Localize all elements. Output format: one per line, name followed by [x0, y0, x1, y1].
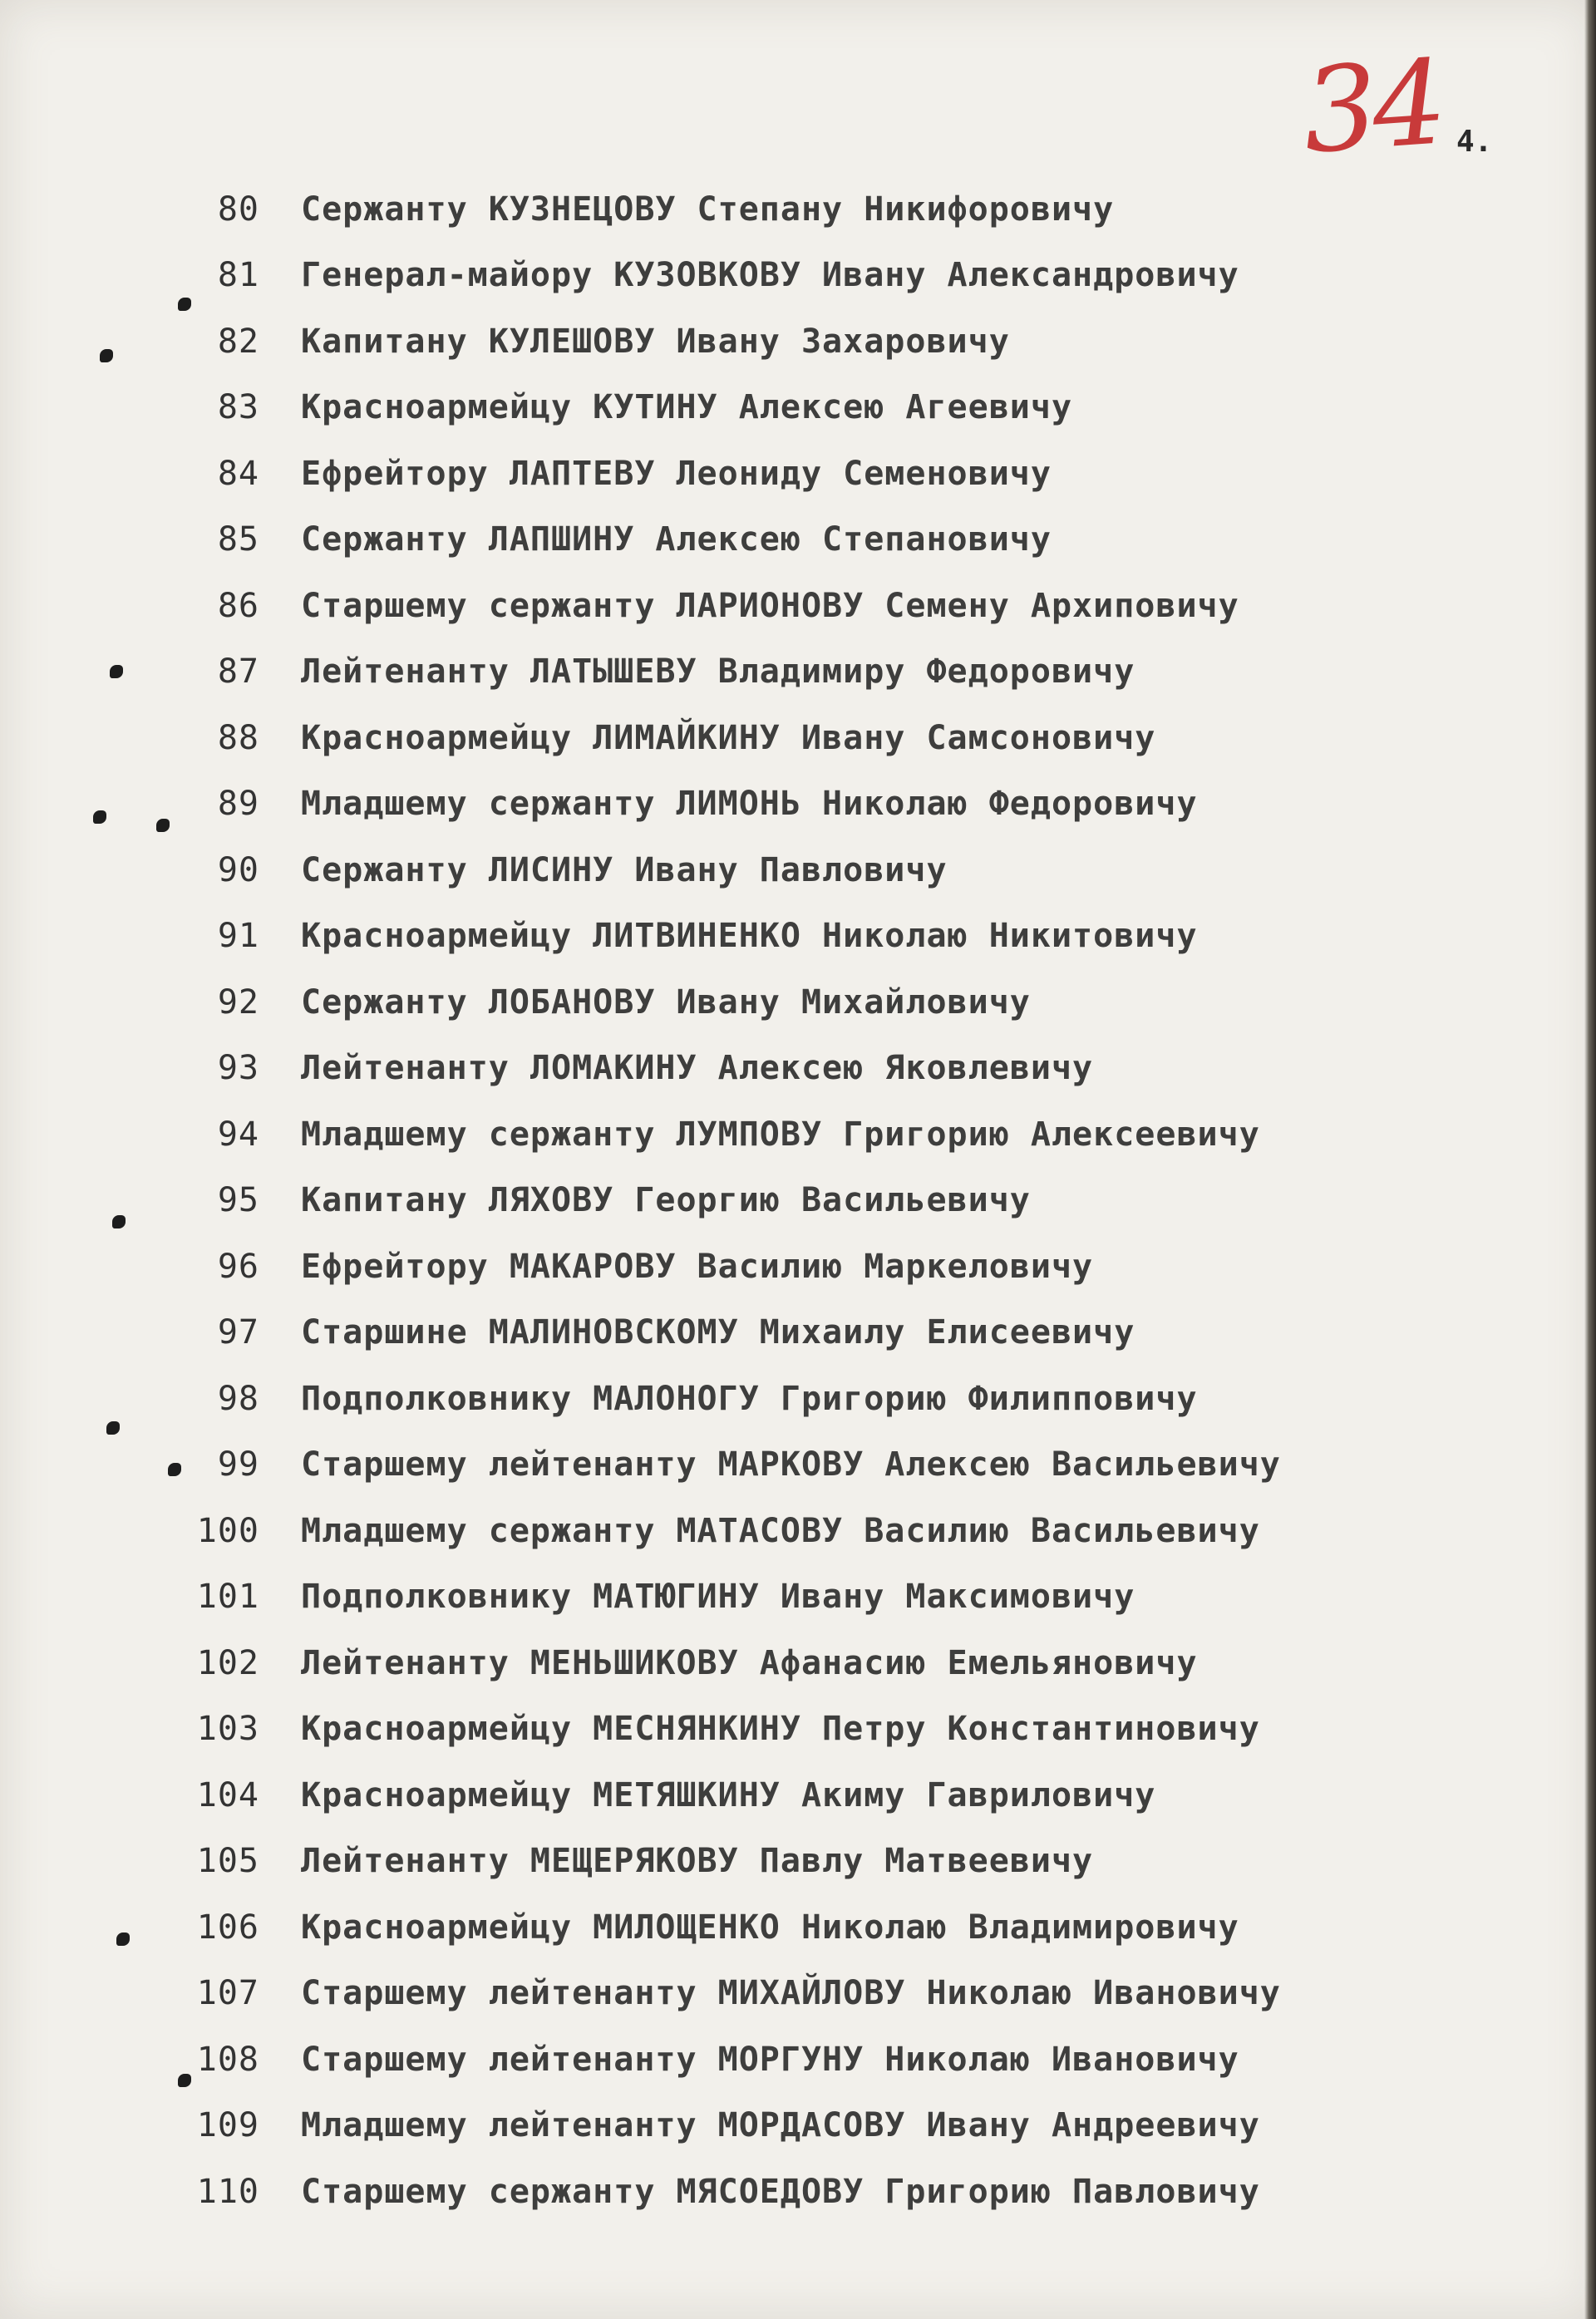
entry-number: 108 [196, 2040, 259, 2079]
entry-text: Красноармейцу МЕСНЯНКИНУ Петру Константиновичу [301, 1710, 1260, 1749]
list-item [175, 639, 1338, 706]
handwritten-sheet-number: 34 [1298, 35, 1446, 180]
entry-number: 106 [196, 1908, 259, 1947]
entry-number: 99 [217, 1445, 259, 1484]
entry-text: Сержанту КУЗНЕЦОВУ Степану Никифоровичу [301, 190, 1115, 229]
punch-hole [116, 1932, 130, 1946]
entry-text: Лейтенанту ЛОМАКИНУ Алексею Яковлевичу [301, 1049, 1094, 1088]
entry-number: 82 [217, 322, 259, 361]
list-item [175, 375, 1338, 441]
entry-number: 91 [217, 917, 259, 956]
entry-text: Лейтенанту МЕЩЕРЯКОВУ Павлу Матвеевичу [301, 1842, 1094, 1881]
entry-number: 85 [217, 520, 259, 559]
entry-text: Подполковнику МАЛОНОГУ Григорию Филипповичу [301, 1379, 1198, 1418]
entry-text: Красноармейцу КУТИНУ Алексею Агеевичу [301, 388, 1073, 427]
entry-text: Лейтенанту ЛАТЫШЕВУ Владимиру Федоровичу [301, 652, 1135, 692]
entry-text: Капитану ЛЯХОВУ Георгию Васильевичу [301, 1181, 1031, 1220]
entry-number: 93 [217, 1049, 259, 1088]
entry-number: 101 [196, 1578, 259, 1617]
entry-text: Младшему лейтенанту МОРДАСОВУ Ивану Андреевичу [301, 2106, 1260, 2145]
list-item [175, 1168, 1338, 1234]
list-item [175, 507, 1338, 574]
list-item [175, 1961, 1338, 2027]
entry-number: 110 [196, 2172, 259, 2211]
list-item [175, 705, 1338, 771]
entry-number: 107 [196, 1974, 259, 2013]
entry-text: Младшему сержанту МАТАСОВУ Василию Васильевичу [301, 1511, 1260, 1550]
punch-hole [112, 1215, 126, 1228]
entry-number: 84 [217, 454, 259, 493]
entry-number: 105 [196, 1842, 259, 1881]
list-item [175, 2026, 1338, 2093]
entry-number: 94 [217, 1115, 259, 1154]
entry-number: 109 [196, 2106, 259, 2145]
entry-text: Красноармейцу ЛИТВИНЕНКО Николаю Никитовичу [301, 917, 1198, 956]
award-list [175, 176, 1338, 2225]
entry-number: 92 [217, 982, 259, 1022]
entry-number: 95 [217, 1181, 259, 1220]
list-item [175, 1829, 1338, 1895]
list-item [175, 308, 1338, 375]
entry-text: Старшему лейтенанту МОРГУНУ Николаю Ивановичу [301, 2040, 1239, 2079]
punch-hole [156, 819, 170, 832]
entry-text: Капитану КУЛЕШОВУ Ивану Захаровичу [301, 322, 1010, 361]
entry-number: 88 [217, 718, 259, 757]
entry-number: 86 [217, 586, 259, 625]
list-item [175, 1894, 1338, 1961]
page-edge-shadow [1584, 0, 1596, 2319]
entry-text: Старшему лейтенанту МИХАЙЛОВУ Николаю Ивановичу [301, 1974, 1281, 2013]
entry-text: Старшему сержанту МЯСОЕДОВУ Григорию Павловичу [301, 2172, 1260, 2211]
punch-hole [110, 665, 123, 678]
punch-hole [100, 349, 113, 362]
list-item [175, 441, 1338, 507]
entry-text: Сержанту ЛИСИНУ Ивану Павловичу [301, 850, 948, 889]
entry-number: 89 [217, 785, 259, 824]
entry-text: Генерал-майору КУЗОВКОВУ Ивану Александровичу [301, 256, 1239, 295]
list-item [175, 243, 1338, 309]
entry-text: Сержанту ЛОБАНОВУ Ивану Михайловичу [301, 982, 1031, 1022]
list-item [175, 1101, 1338, 1168]
typed-page-number: 4. [1456, 125, 1493, 159]
list-item [175, 969, 1338, 1036]
list-item [175, 1762, 1338, 1829]
list-item [175, 2159, 1338, 2225]
entry-number: 100 [196, 1511, 259, 1550]
entry-number: 80 [217, 190, 259, 229]
entry-text: Младшему сержанту ЛУМПОВУ Григорию Алексеевичу [301, 1115, 1260, 1154]
entry-text: Красноармейцу МЕТЯШКИНУ Акиму Гавриловичу [301, 1775, 1156, 1814]
entry-number: 83 [217, 388, 259, 427]
list-item [175, 1498, 1338, 1564]
entry-text: Красноармейцу ЛИМАЙКИНУ Ивану Самсоновичу [301, 718, 1156, 757]
entry-number: 90 [217, 850, 259, 889]
list-item [175, 1696, 1338, 1763]
list-item [175, 1630, 1338, 1696]
list-item [175, 1564, 1338, 1631]
entry-text: Младшему сержанту ЛИМОНЬ Николаю Федоровичу [301, 785, 1198, 824]
entry-number: 103 [196, 1710, 259, 1749]
list-item [175, 903, 1338, 970]
entry-number: 104 [196, 1775, 259, 1814]
entry-number: 96 [217, 1247, 259, 1286]
entry-number: 87 [217, 652, 259, 692]
entry-number: 97 [217, 1313, 259, 1352]
entry-text: Старшему лейтенанту МАРКОВУ Алексею Васильевичу [301, 1445, 1281, 1484]
entry-text: Ефрейтору МАКАРОВУ Василию Маркеловичу [301, 1247, 1094, 1286]
entry-text: Ефрейтору ЛАПТЕВУ Леониду Семеновичу [301, 454, 1052, 493]
entry-text: Сержанту ЛАПШИНУ Алексею Степановичу [301, 520, 1052, 559]
list-item [175, 837, 1338, 903]
entry-text: Старшине МАЛИНОВСКОМУ Михаилу Елисеевичу [301, 1313, 1135, 1352]
entry-text: Красноармейцу МИЛОЩЕНКО Николаю Владимировичу [301, 1908, 1239, 1947]
entry-number: 98 [217, 1379, 259, 1418]
entry-text: Подполковнику МАТЮГИНУ Ивану Максимовичу [301, 1578, 1135, 1617]
entry-number: 81 [217, 256, 259, 295]
list-item [175, 1300, 1338, 1366]
punch-hole [106, 1421, 120, 1435]
entry-text: Лейтенанту МЕНЬШИКОВУ Афанасию Емельяновичу [301, 1643, 1198, 1682]
entry-text: Старшему сержанту ЛАРИОНОВУ Семену Архиповичу [301, 586, 1239, 625]
entry-number: 102 [196, 1643, 259, 1682]
list-item [175, 176, 1338, 243]
list-item [175, 1366, 1338, 1432]
list-item [175, 2093, 1338, 2159]
list-item [175, 1233, 1338, 1300]
list-item [175, 573, 1338, 639]
punch-hole [93, 810, 106, 824]
list-item [175, 1432, 1338, 1499]
list-item [175, 771, 1338, 838]
list-item [175, 1036, 1338, 1102]
